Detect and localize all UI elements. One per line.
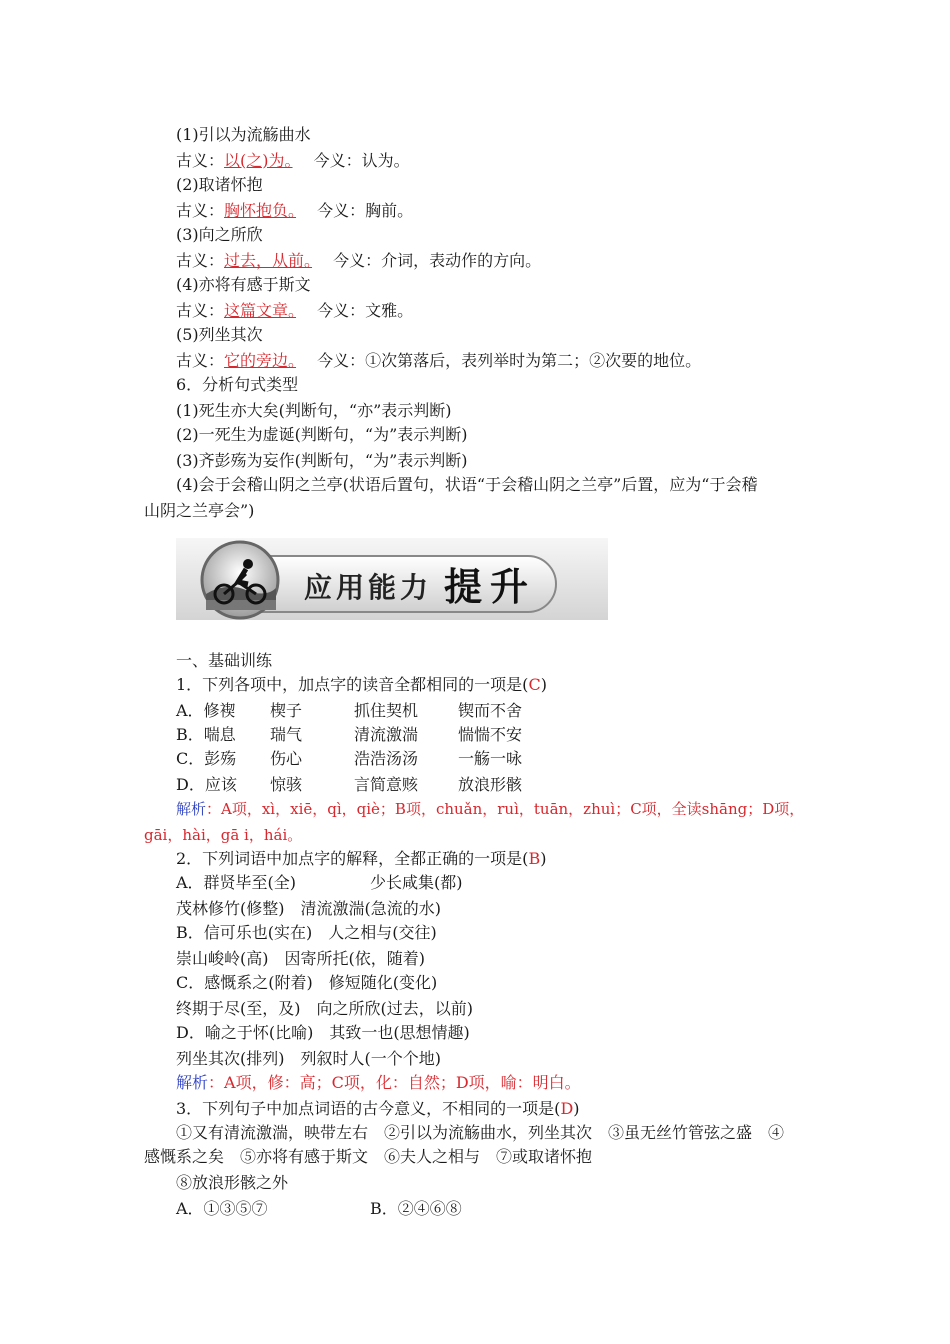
q1-a-2: 楔子 (270, 701, 303, 720)
question-2 (176, 848, 546, 870)
vocab-item-4: (4)亦将有感于斯文 (176, 275, 311, 294)
q1-a-4: 锲而不舍 (458, 701, 523, 720)
q1-explanation-cont: gāi，hài，gā i，hái。 (144, 826, 303, 844)
q1-c-1: C．彭殇 (176, 749, 237, 768)
modern-meaning-3: 今义：介词，表动作的方向。 (333, 251, 542, 270)
q2-line-2: 茂林修竹(修整) 清流激湍(急流的水) (176, 899, 441, 918)
vocab-meaning-3 (176, 250, 541, 272)
q2-explanation (176, 1072, 581, 1094)
label-ancient: 古义： (176, 351, 225, 370)
question-2-text: 2．下列词语中加点字的解释，全都正确的一项是( (176, 849, 529, 868)
banner-title-small: 应用能力 (304, 571, 433, 604)
syntax-heading: 6．分析句式类型 (176, 375, 299, 394)
q1-b-3: 清流激湍 (354, 725, 419, 744)
question-1-close: ) (540, 675, 547, 694)
q2-line-5: C．感慨系之(附着) 修短随化(变化) (176, 973, 438, 992)
q1-d-1: D．应该 (176, 775, 237, 794)
vocab-meaning-5 (176, 350, 701, 372)
syntax-item-2: (2)一死生为虚诞(判断句，“为”表示判断) (176, 425, 468, 444)
q1-d-4: 放浪形骸 (458, 775, 523, 794)
question-2-close: ) (540, 849, 547, 868)
q1-option-c (176, 748, 522, 770)
q1-a-1: A．修褉 (176, 701, 236, 720)
syntax-item-3: (3)齐彭殇为妄作(判断句，“为”表示判断) (176, 451, 468, 470)
q3-options (176, 1198, 462, 1220)
q2-line-4: 崇山峻岭(高) 因寄所托(依，随着) (176, 949, 425, 968)
q1-b-1: B．喘息 (176, 725, 236, 744)
section-banner (176, 538, 608, 620)
vocab-meaning-1 (176, 150, 410, 172)
question-1 (176, 674, 547, 696)
explanation-label: 解析 (176, 800, 207, 818)
q2-line-3: B．信可乐也(实在) 人之相与(交往) (176, 923, 437, 942)
q1-option-d (176, 774, 522, 796)
label-ancient: 古义： (176, 251, 225, 270)
vocab-meaning-4 (176, 300, 413, 322)
q3-line-1: ①又有清流激湍，映带左右 ②引以为流觞曲水，列坐其次 ③虽无丝竹管弦之盛 ④ (176, 1123, 785, 1142)
q2-line-8: 列坐其次(排列) 列叙时人(一个个地) (176, 1049, 441, 1068)
explanation-label: 解析 (176, 1073, 209, 1092)
answer-1: 以(之)为。 (224, 151, 293, 170)
label-ancient: 古义： (176, 201, 225, 220)
answer-2: 胸怀抱负。 (224, 201, 297, 220)
modern-meaning-4: 今义：文雅。 (317, 301, 414, 320)
q2-explanation-text: ：A项，修：高；C项，化：自然；D项，喻：明白。 (208, 1073, 581, 1092)
question-1-answer: C (528, 675, 541, 694)
q1-explanation (176, 798, 804, 820)
q1-explanation-text: ：A项，xì，xiē，qì，qiè；B项，chuǎn，ruì，tuān，zhuì；C项，全读shāng；D项， (206, 800, 805, 818)
modern-meaning-1: 今义：认为。 (313, 151, 410, 170)
question-3-answer: D (560, 1099, 574, 1118)
q3-line-3: ⑧放浪形骸之外 (176, 1173, 289, 1192)
syntax-item-4-cont: 山阴之兰亭会”) (144, 501, 255, 520)
q2-line-6: 终期于尽(至，及) 向之所欣(过去，以前) (176, 999, 473, 1018)
syntax-item-1: (1)死生亦大矣(判断句，“亦”表示判断) (176, 401, 452, 420)
q1-b-4: 惴惴不安 (458, 725, 523, 744)
section-heading: 一、基础训练 (176, 651, 273, 670)
vocab-item-2: (2)取诸怀抱 (176, 175, 263, 194)
q1-c-2: 伤心 (270, 749, 303, 768)
vocab-meaning-2 (176, 200, 413, 222)
answer-5: 它的旁边。 (224, 351, 297, 370)
question-3-close: ) (573, 1099, 580, 1118)
q1-option-a (176, 700, 522, 722)
q1-option-b (176, 724, 522, 746)
q2-line-1a: A．群贤毕至(全) (176, 873, 297, 892)
vocab-item-5: (5)列坐其次 (176, 325, 263, 344)
answer-3: 过去，从前。 (224, 251, 313, 270)
q1-b-2: 瑞气 (270, 725, 303, 744)
q1-d-3: 言简意赅 (354, 775, 419, 794)
q2-line-7: D．喻之于怀(比喻) 其致一也(思想情趣) (176, 1023, 470, 1042)
q3-option-b: B．②④⑥⑧ (370, 1199, 462, 1218)
q2-line-1 (176, 872, 463, 894)
label-ancient: 古义： (176, 151, 225, 170)
q2-line-1b: 少长咸集(都) (370, 873, 463, 892)
banner-title-big: 提升 (444, 565, 537, 609)
question-3-text: 3．下列句子中加点词语的古今意义，不相同的一项是( (176, 1099, 561, 1118)
answer-4: 这篇文章。 (224, 301, 297, 320)
q1-a-3: 抓住契机 (354, 701, 419, 720)
question-2-answer: B (528, 849, 541, 868)
question-3 (176, 1098, 580, 1120)
q1-d-2: 惊骇 (270, 775, 303, 794)
q1-c-4: 一觞一咏 (458, 749, 523, 768)
label-ancient: 古义： (176, 301, 225, 320)
question-1-text: 1．下列各项中，加点字的读音全都相同的一项是( (176, 675, 529, 694)
vocab-item-3: (3)向之所欣 (176, 225, 263, 244)
q1-c-3: 浩浩汤汤 (354, 749, 419, 768)
vocab-item-1: (1)引以为流觞曲水 (176, 125, 311, 144)
syntax-item-4: (4)会于会稽山阴之兰亭(状语后置句，状语“于会稽山阴之兰亭”后置，应为“于会稽 (176, 475, 758, 494)
q3-line-2: 感慨系之矣 ⑤亦将有感于斯文 ⑥夫人之相与 ⑦或取诸怀抱 (144, 1147, 593, 1166)
modern-meaning-2: 今义：胸前。 (317, 201, 414, 220)
modern-meaning-5: 今义：①次第落后，表列举时为第二；②次要的地位。 (317, 351, 702, 370)
q3-option-a: A．①③⑤⑦ (176, 1199, 268, 1218)
